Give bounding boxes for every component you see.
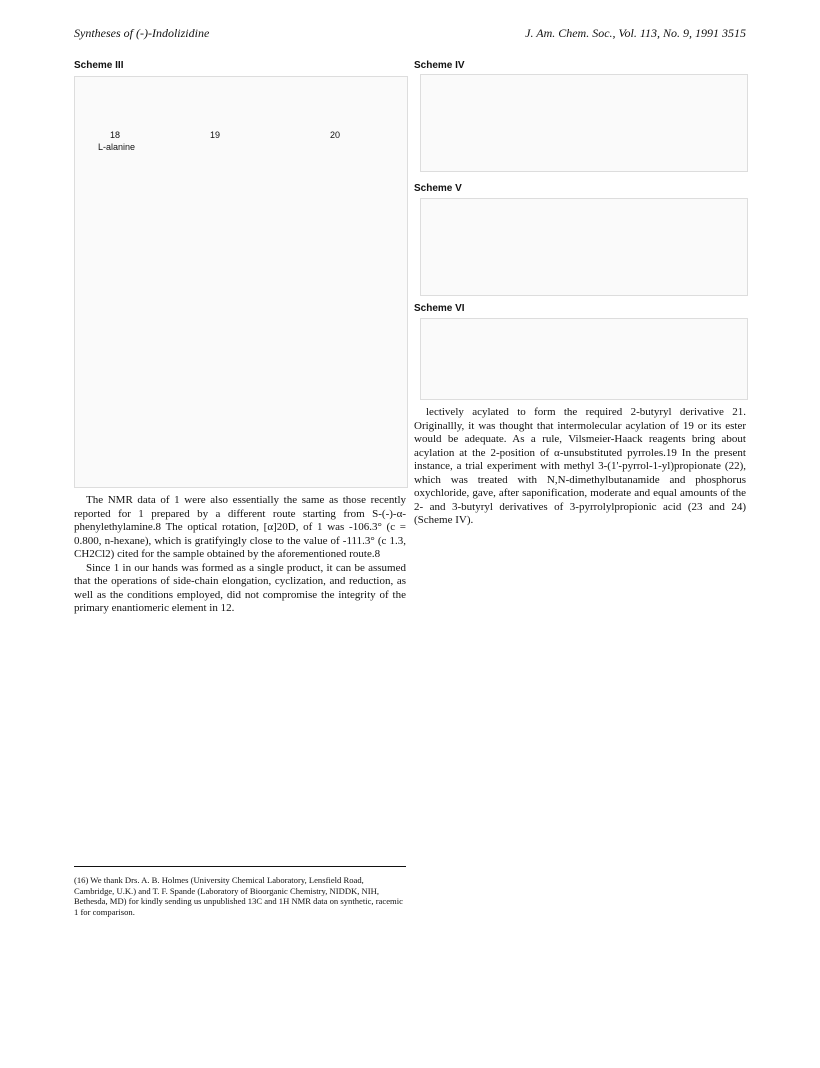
scheme-vi-title: Scheme VI xyxy=(414,303,465,314)
footnote: (16) We thank Drs. A. B. Holmes (University Chemical Laboratory, Lensfield Road, Cambridge, U.K.) and T. F. Spande (Laboratory of Bioorganic Chemistry, NIDDK, NIH, Bethesda, MD) for kindly sending us unpublished 13C and 1H NMR data on synthetic, racemic 1 for comparison. xyxy=(74,875,403,917)
scheme-iii-title: Scheme III xyxy=(74,60,124,71)
left-column-body xyxy=(74,494,406,616)
paragraph: The NMR data of 1 were also essentially the same as those recently reported for 1 prepared by a different route starting from S-(-)-α-phenylethylamine.8 The optical rotation, [α]20D, of 1 was -106.3° (c = 0.800, n-hexane), which is gratifyingly close to the value of -111.3° (c 1.3, CH2Cl2) cited for the sample obtained by the aforementioned route.8 xyxy=(74,494,406,560)
compound-label: 20 xyxy=(330,130,341,140)
scheme-iii-figure xyxy=(74,76,408,488)
page-header xyxy=(74,26,746,44)
footnote-rule xyxy=(74,866,406,867)
paragraph: Since 1 in our hands was formed as a single product, it can be assumed that the operations of side-chain elongation, cyclization, and reduction, as well as the conditions employed, did not compromise the integrity of the primary enantiomeric element in 12. xyxy=(74,561,406,614)
scheme-iv-title: Scheme IV xyxy=(414,60,465,71)
compound-label: 18 xyxy=(110,130,121,140)
scheme-v-title: Scheme V xyxy=(414,183,462,194)
right-column-body xyxy=(414,406,746,528)
footnotes xyxy=(74,875,406,920)
compound-label: L-alanine xyxy=(98,142,136,152)
paragraph: lectively acylated to form the required 2-butyryl derivative 21. Originallly, it was thought that intermolecular acylation of 19 or its ester would be adequate. As a rule, Vilsmeier-Haack reagents bring about acylation at the 2-position of α-unsubstituted pyrroles.19 In the present instance, a trial experiment with methyl 3-(1'-pyrrol-1-yl)propionate (22), which was treated with N,N-dimethylbutanamide and phosphorus oxychloride, gave, after saponification, moderate and equal amounts of the 2- and 3-butyryl derivatives of 3-pyrrolylpropionic acid (23 and 24) (Scheme IV). xyxy=(414,406,746,526)
scheme-iv-figure xyxy=(420,74,748,172)
compound-label: 19 xyxy=(210,130,221,140)
scheme-v-figure xyxy=(420,198,748,296)
header-left: Syntheses of (-)-Indolizidine xyxy=(74,26,210,40)
header-right: J. Am. Chem. Soc., Vol. 113, No. 9, 1991 3515 xyxy=(525,26,746,40)
scheme-vi-figure xyxy=(420,318,748,400)
